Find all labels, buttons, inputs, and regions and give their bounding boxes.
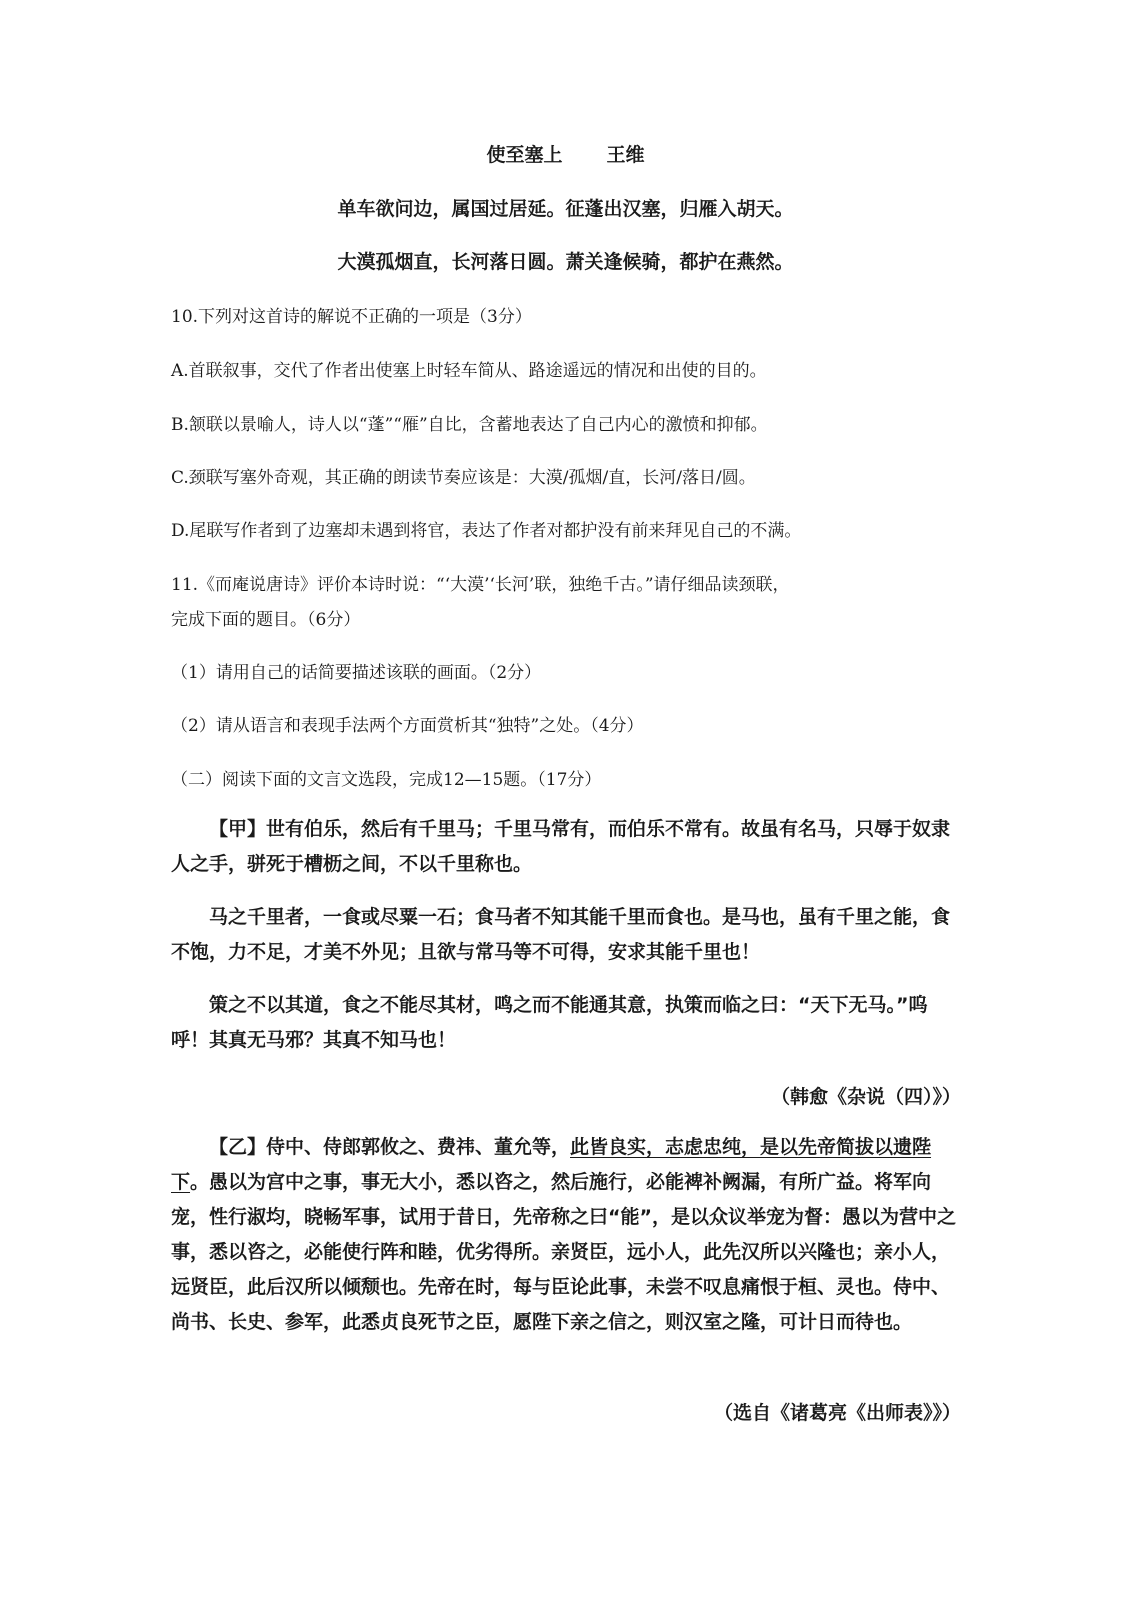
section-2-heading: （二）阅读下面的文言文选段，完成12—15题。（17分） xyxy=(171,770,602,790)
question-10-option-c: C.颈联写塞外奇观，其正确的朗读节奏应该是：大漠/孤烟/直，长河/落日/圆。 xyxy=(171,468,756,488)
question-10-option-d: D.尾联写作者到了边塞却未遇到将官，表达了作者对都护没有前来拜见自己的不满。 xyxy=(171,521,802,541)
passage-jia-paragraph-2 xyxy=(171,900,961,970)
question-11-sub-1: （1）请用自己的话简要描述该联的画面。（2分） xyxy=(171,663,542,683)
poem-title: 使至塞上 xyxy=(486,144,563,166)
question-11-stem-line-2: 完成下面的题目。（6分） xyxy=(171,610,361,630)
passage-jia-p3-text: 策之不以其道，食之不能尽其材，鸣之而不能通其意，执策而临之曰：“天下无马。”呜呼！其真无马邪？其真不知马也！ xyxy=(171,994,928,1051)
question-10-option-b: B.颔联以景喻人，诗人以“蓬”“雁”自比，含蓄地表达了自己内心的激愤和抑郁。 xyxy=(171,415,768,435)
poem-line-1: 单车欲问边，属国过居延。征蓬出汉塞，归雁入胡天。 xyxy=(337,198,794,220)
poem-author: 王维 xyxy=(606,144,645,166)
passage-jia-p2-text: 马之千里者，一食或尽粟一石；食马者不知其能千里而食也。是马也，虽有千里之能，食不饱，力不足，才美不外见；且欲与常马等不可得，安求其能千里也！ xyxy=(171,906,951,963)
passage-yi-part-1: 【乙】侍中、侍郎郭攸之、费祎、董允等， xyxy=(209,1136,571,1158)
passage-jia-source: （韩愈《杂说（四）》） xyxy=(770,1086,961,1108)
question-11-sub-2: （2）请从语言和表现手法两个方面赏析其“独特”之处。（4分） xyxy=(171,716,644,736)
passage-jia-paragraph-1 xyxy=(171,812,961,882)
passage-yi-part-2: 。愚以为宫中之事，事无大小，悉以咨之，然后施行，必能裨补阙漏，有所广益。将军向宠，性行淑均，晓畅军事，试用于昔日，先帝称之曰“能”，是以众议举宠为督：愚以为营中之事，悉以咨之，必能使行阵和睦，优劣得所。亲贤臣，远小人，此先汉所以兴隆也；亲小人，远贤臣，此后汉所以倾颓也。先帝在时，每与臣论此事，未尝不叹息痛恨于桓、灵也。侍中、尚书、长史、参军，此悉贞良死节之臣，愿陛下亲之信之，则汉室之隆，可计日而待也。 xyxy=(171,1171,956,1333)
passage-yi-paragraph xyxy=(171,1130,961,1340)
question-11-stem-line-1: 11.《而庵说唐诗》评价本诗时说：“‘大漠’‘长河’联，独绝千古。”请仔细品读颈联， xyxy=(171,575,790,595)
poem-title-line xyxy=(0,140,1131,167)
passage-jia-paragraph-3 xyxy=(171,988,961,1058)
passage-yi-underlined-sentence: 此皆良实，志虑忠纯，是以先帝简拔以遗陛下 xyxy=(171,1136,932,1193)
passage-yi-source: （选自《诸葛亮《出师表》》） xyxy=(713,1402,961,1424)
passage-jia-p1-text: 【甲】世有伯乐，然后有千里马；千里马常有，而伯乐不常有。故虽有名马，只辱于奴隶人之手，骈死于槽枥之间，不以千里称也。 xyxy=(171,818,951,875)
question-10-stem: 10.下列对这首诗的解说不正确的一项是（3分） xyxy=(171,307,532,327)
question-10-option-a: A.首联叙事，交代了作者出使塞上时轻车简从、路途遥远的情况和出使的目的。 xyxy=(171,361,767,381)
poem-line-2: 大漠孤烟直，长河落日圆。萧关逢候骑，都护在燕然。 xyxy=(337,251,794,273)
